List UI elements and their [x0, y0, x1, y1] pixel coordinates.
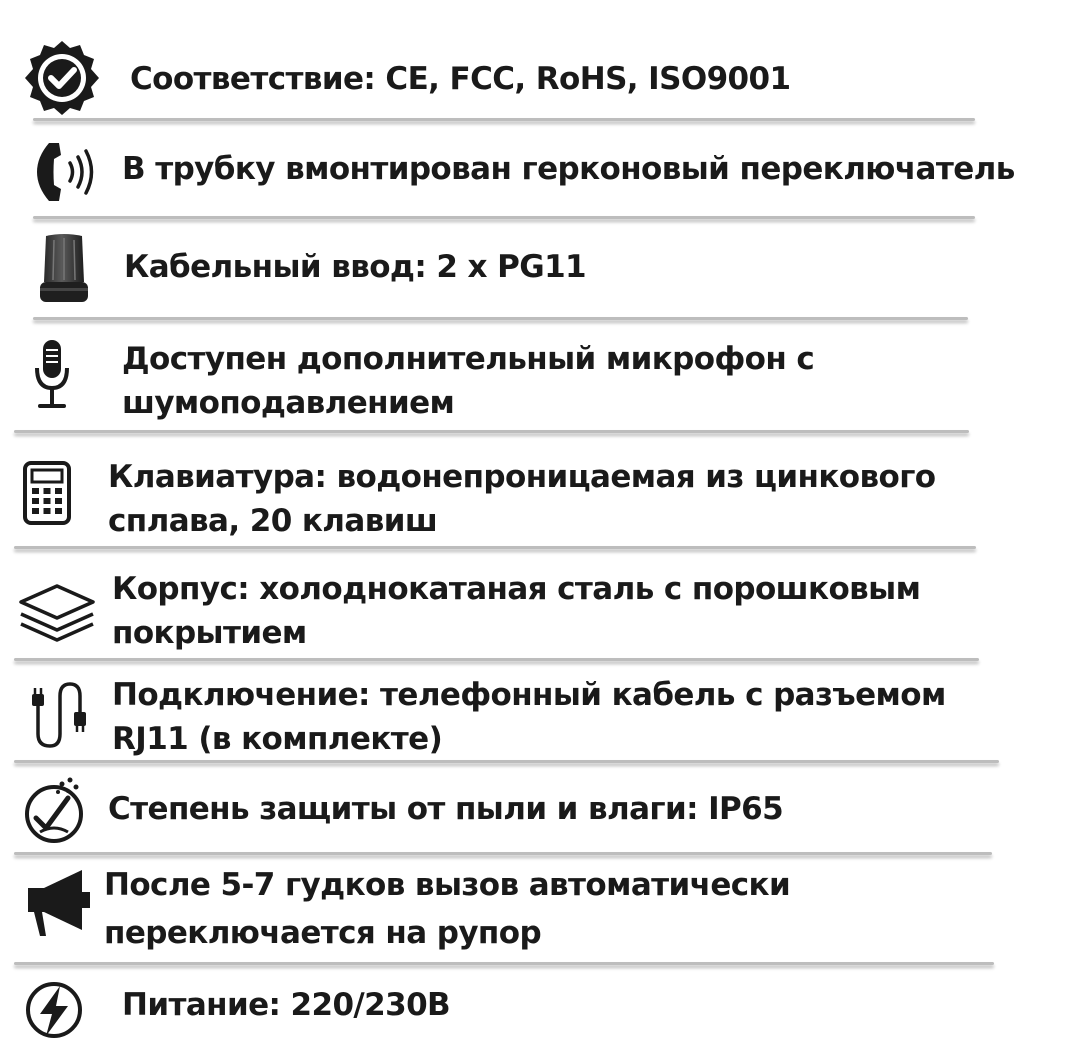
- feature-label: RJ11 (в комплекте): [112, 721, 443, 757]
- layers-icon: [16, 580, 98, 646]
- divider: [33, 317, 968, 320]
- divider: [14, 546, 976, 549]
- divider: [33, 118, 975, 121]
- divider: [14, 962, 994, 965]
- phone-ringing-icon: [33, 137, 103, 207]
- check-badge-icon: [22, 38, 102, 118]
- feature-label: Соответствие: CE, FCC, RoHS, ISO9001: [130, 61, 791, 97]
- divider: [14, 658, 979, 661]
- megaphone-icon: [24, 866, 96, 946]
- cable-gland-icon: [36, 232, 92, 308]
- feature-label: Доступен дополнительный микрофон с: [122, 341, 815, 377]
- feature-label: шумоподавлением: [122, 385, 455, 421]
- divider: [14, 760, 999, 763]
- keypad-icon: [22, 460, 72, 526]
- feature-label: сплава, 20 клавиш: [108, 503, 438, 539]
- cable-icon: [24, 676, 90, 752]
- divider: [33, 216, 975, 219]
- lightning-icon: [24, 978, 84, 1042]
- divider: [14, 430, 969, 433]
- feature-label: В трубку вмонтирован герконовый переключатель: [122, 151, 1015, 187]
- feature-label: Степень защиты от пыли и влаги: IP65: [108, 791, 784, 827]
- divider: [14, 852, 992, 855]
- feature-label: Подключение: телефонный кабель с разъемом: [112, 677, 946, 713]
- feature-label: Кабельный ввод: 2 x PG11: [124, 249, 587, 285]
- feature-label: переключается на рупор: [104, 915, 542, 951]
- feature-label: Питание: 220/230В: [122, 987, 451, 1023]
- feature-label: После 5-7 гудков вызов автоматически: [104, 867, 791, 903]
- feature-label: Корпус: холоднокатаная сталь с порошковым: [112, 571, 921, 607]
- feature-label: покрытием: [112, 615, 307, 651]
- water-dust-protection-icon: [18, 774, 90, 846]
- microphone-icon: [32, 338, 72, 414]
- feature-label: Клавиатура: водонепроницаемая из цинкового: [108, 459, 936, 495]
